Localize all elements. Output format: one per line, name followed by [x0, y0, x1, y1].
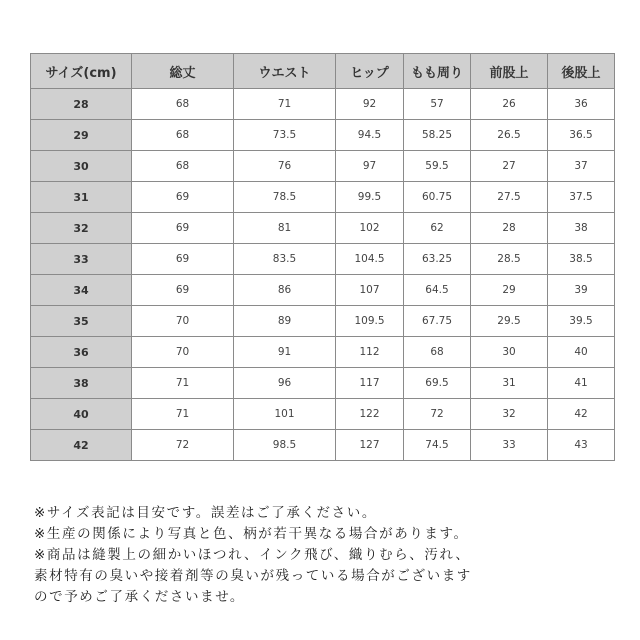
- column-header: もも周り: [404, 54, 471, 89]
- measurement-cell: 91: [234, 337, 336, 368]
- measurement-cell: 107: [336, 275, 404, 306]
- column-header: ウエスト: [234, 54, 336, 89]
- measurement-cell: 27.5: [471, 182, 548, 213]
- measurement-cell: 99.5: [336, 182, 404, 213]
- measurement-cell: 59.5: [404, 151, 471, 182]
- size-cell: 29: [31, 120, 132, 151]
- measurement-cell: 62: [404, 213, 471, 244]
- table-row: [31, 368, 615, 399]
- column-header: 後股上: [548, 54, 615, 89]
- measurement-cell: 69: [132, 275, 234, 306]
- size-cell: 35: [31, 306, 132, 337]
- size-cell: 31: [31, 182, 132, 213]
- measurement-cell: 98.5: [234, 430, 336, 461]
- measurement-cell: 89: [234, 306, 336, 337]
- table-row: [31, 151, 615, 182]
- measurement-cell: 32: [471, 399, 548, 430]
- measurement-cell: 72: [404, 399, 471, 430]
- table-row: [31, 430, 615, 461]
- measurement-cell: 72: [132, 430, 234, 461]
- measurement-cell: 68: [132, 120, 234, 151]
- size-cell: 32: [31, 213, 132, 244]
- measurement-cell: 81: [234, 213, 336, 244]
- measurement-cell: 27: [471, 151, 548, 182]
- measurement-cell: 36.5: [548, 120, 615, 151]
- size-cell: 34: [31, 275, 132, 306]
- measurement-cell: 37: [548, 151, 615, 182]
- measurement-cell: 71: [132, 368, 234, 399]
- measurement-cell: 112: [336, 337, 404, 368]
- measurement-cell: 41: [548, 368, 615, 399]
- notes: [34, 503, 634, 608]
- measurement-cell: 71: [132, 399, 234, 430]
- size-cell: 42: [31, 430, 132, 461]
- table-row: [31, 337, 615, 368]
- measurement-cell: 28: [471, 213, 548, 244]
- measurement-cell: 86: [234, 275, 336, 306]
- measurement-cell: 74.5: [404, 430, 471, 461]
- note-line: ※生産の関係により写真と色、柄が若干異なる場合があります。: [34, 526, 469, 542]
- measurement-cell: 39: [548, 275, 615, 306]
- measurement-cell: 29.5: [471, 306, 548, 337]
- measurement-cell: 117: [336, 368, 404, 399]
- measurement-cell: 30: [471, 337, 548, 368]
- column-header: 総丈: [132, 54, 234, 89]
- measurement-cell: 76: [234, 151, 336, 182]
- measurement-cell: 78.5: [234, 182, 336, 213]
- table-row: [31, 182, 615, 213]
- measurement-cell: 83.5: [234, 244, 336, 275]
- measurement-cell: 69: [132, 182, 234, 213]
- table-row: [31, 399, 615, 430]
- column-header: 前股上: [471, 54, 548, 89]
- measurement-cell: 92: [336, 89, 404, 120]
- measurement-cell: 64.5: [404, 275, 471, 306]
- table-row: [31, 89, 615, 120]
- size-cell: 28: [31, 89, 132, 120]
- measurement-cell: 63.25: [404, 244, 471, 275]
- size-table: [30, 53, 615, 461]
- measurement-cell: 71: [234, 89, 336, 120]
- table-row: [31, 213, 615, 244]
- measurement-cell: 96: [234, 368, 336, 399]
- measurement-cell: 97: [336, 151, 404, 182]
- table-row: [31, 244, 615, 275]
- header-row: [31, 54, 615, 89]
- column-header: ヒップ: [336, 54, 404, 89]
- measurement-cell: 26: [471, 89, 548, 120]
- measurement-cell: 60.75: [404, 182, 471, 213]
- measurement-cell: 109.5: [336, 306, 404, 337]
- size-cell: 30: [31, 151, 132, 182]
- measurement-cell: 26.5: [471, 120, 548, 151]
- column-header: サイズ(cm): [31, 54, 132, 89]
- measurement-cell: 102: [336, 213, 404, 244]
- note-line: ※サイズ表記は目安です。誤差はご了承ください。: [34, 505, 377, 521]
- measurement-cell: 101: [234, 399, 336, 430]
- measurement-cell: 38: [548, 213, 615, 244]
- measurement-cell: 94.5: [336, 120, 404, 151]
- measurement-cell: 127: [336, 430, 404, 461]
- measurement-cell: 67.75: [404, 306, 471, 337]
- measurement-cell: 70: [132, 337, 234, 368]
- measurement-cell: 57: [404, 89, 471, 120]
- measurement-cell: 39.5: [548, 306, 615, 337]
- measurement-cell: 33: [471, 430, 548, 461]
- size-cell: 38: [31, 368, 132, 399]
- measurement-cell: 69.5: [404, 368, 471, 399]
- note-line: ので予めご了承くださいませ。: [34, 589, 245, 605]
- table-row: [31, 306, 615, 337]
- measurement-cell: 43: [548, 430, 615, 461]
- measurement-cell: 37.5: [548, 182, 615, 213]
- measurement-cell: 69: [132, 244, 234, 275]
- measurement-cell: 122: [336, 399, 404, 430]
- size-cell: 40: [31, 399, 132, 430]
- measurement-cell: 42: [548, 399, 615, 430]
- measurement-cell: 70: [132, 306, 234, 337]
- measurement-cell: 28.5: [471, 244, 548, 275]
- size-cell: 33: [31, 244, 132, 275]
- measurement-cell: 40: [548, 337, 615, 368]
- measurement-cell: 104.5: [336, 244, 404, 275]
- measurement-cell: 68: [132, 151, 234, 182]
- measurement-cell: 68: [404, 337, 471, 368]
- table-row: [31, 275, 615, 306]
- measurement-cell: 68: [132, 89, 234, 120]
- note-line: 素材特有の臭いや接着剤等の臭いが残っている場合がございます: [34, 568, 472, 584]
- table-body: [31, 89, 615, 461]
- measurement-cell: 58.25: [404, 120, 471, 151]
- measurement-cell: 69: [132, 213, 234, 244]
- measurement-cell: 29: [471, 275, 548, 306]
- size-cell: 36: [31, 337, 132, 368]
- measurement-cell: 38.5: [548, 244, 615, 275]
- measurement-cell: 36: [548, 89, 615, 120]
- measurement-cell: 73.5: [234, 120, 336, 151]
- measurement-cell: 31: [471, 368, 548, 399]
- table-row: [31, 120, 615, 151]
- note-line: ※商品は縫製上の細かいほつれ、インク飛び、織りむら、汚れ、: [34, 547, 471, 563]
